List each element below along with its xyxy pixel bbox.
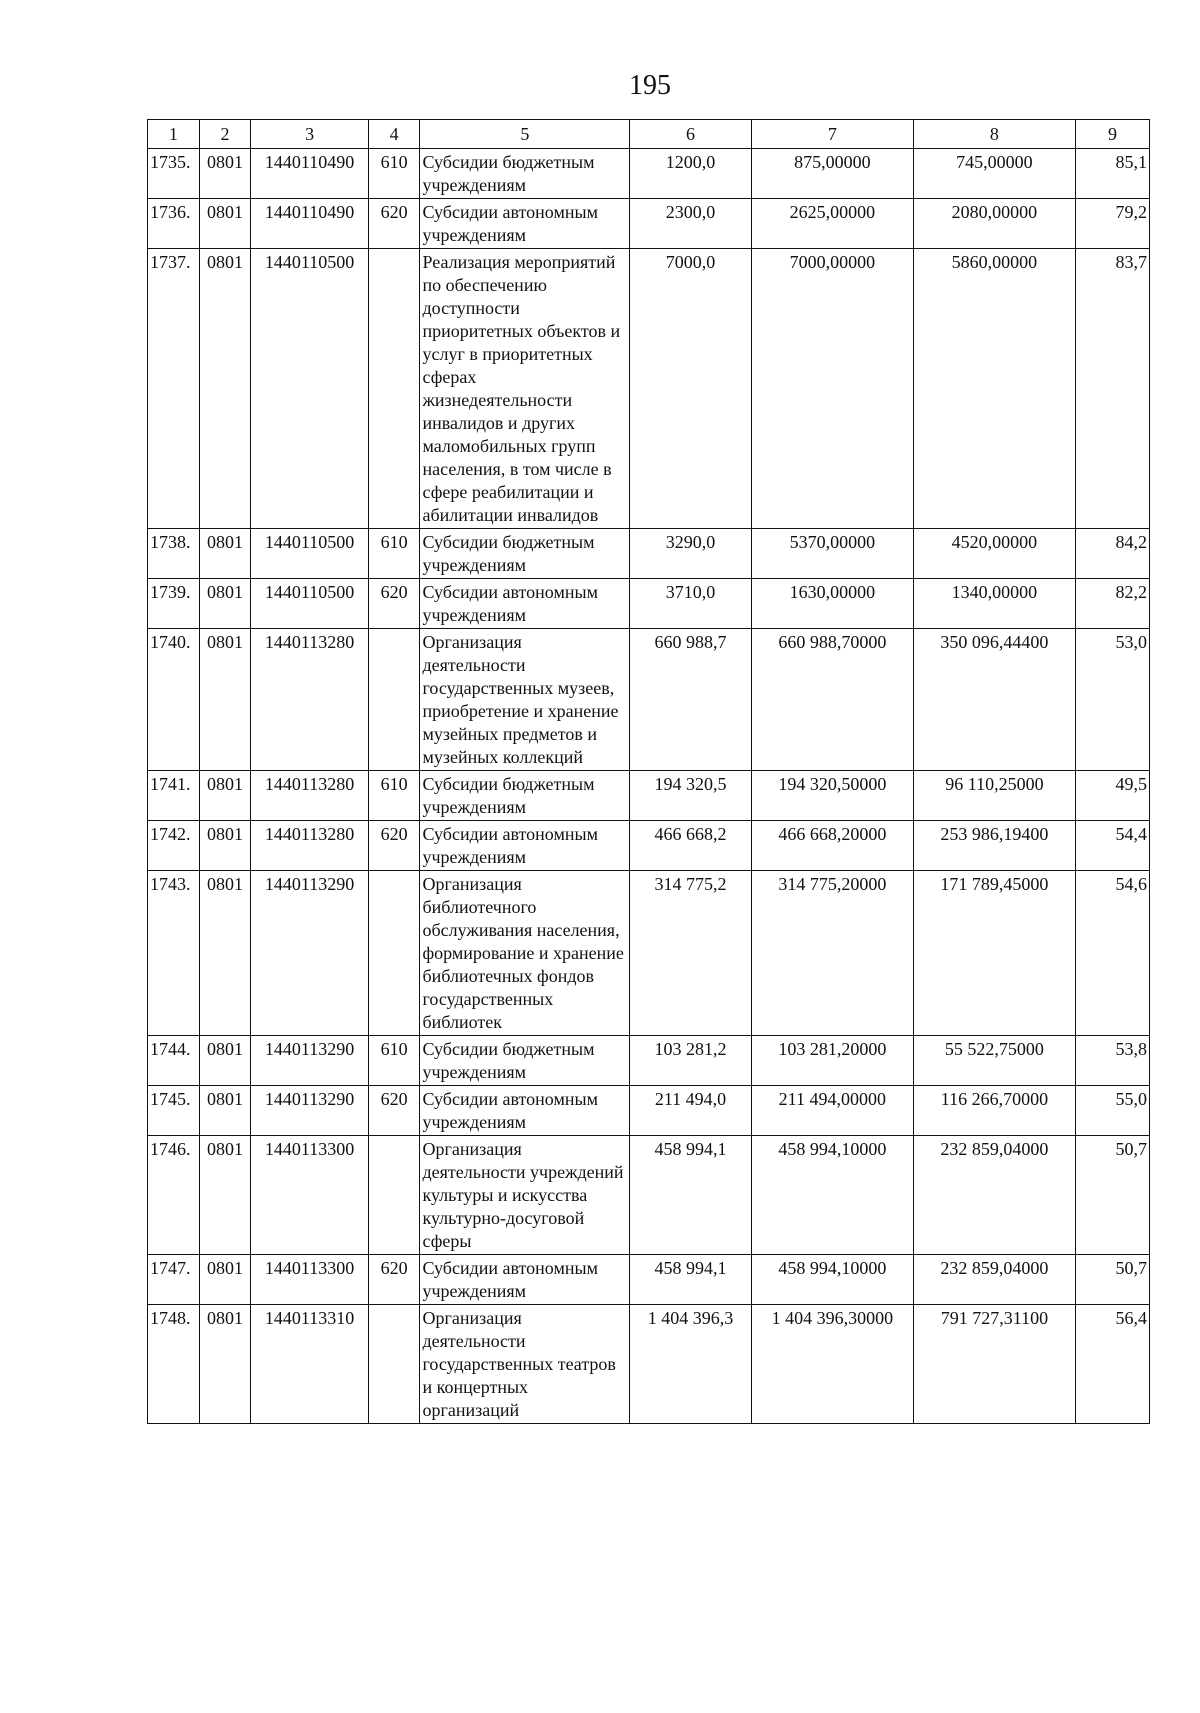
- table-header: [148, 120, 1150, 149]
- expense-type: [368, 629, 420, 771]
- execution-percent: 79,2: [1075, 199, 1149, 249]
- target-code: 1440113280: [251, 629, 369, 771]
- row-number: 1747.: [148, 1255, 200, 1305]
- execution-percent: 85,1: [1075, 149, 1149, 199]
- executed-value: 253 986,19400: [913, 821, 1075, 871]
- plan-value: 1 404 396,3: [630, 1305, 752, 1424]
- section-code: 0801: [199, 821, 251, 871]
- executed-value: 55 522,75000: [913, 1036, 1075, 1086]
- row-number: 1735.: [148, 149, 200, 199]
- row-number: 1746.: [148, 1136, 200, 1255]
- row-number: 1739.: [148, 579, 200, 629]
- execution-percent: 49,5: [1075, 771, 1149, 821]
- execution-percent: 54,4: [1075, 821, 1149, 871]
- expense-type: 620: [368, 1255, 420, 1305]
- row-number: 1737.: [148, 249, 200, 529]
- column-header-3: 3: [251, 120, 369, 149]
- executed-value: 4520,00000: [913, 529, 1075, 579]
- target-code: 1440110490: [251, 199, 369, 249]
- executed-value: 5860,00000: [913, 249, 1075, 529]
- item-name: Субсидии автономным учреждениям: [420, 199, 630, 249]
- section-code: 0801: [199, 1086, 251, 1136]
- target-code: 1440113300: [251, 1255, 369, 1305]
- expense-type: 610: [368, 771, 420, 821]
- execution-percent: 50,7: [1075, 1136, 1149, 1255]
- executed-value: 791 727,31100: [913, 1305, 1075, 1424]
- item-name: Субсидии автономным учреждениям: [420, 1255, 630, 1305]
- item-name: Организация деятельности учреждений культуры и искусства культурно-досуговой сферы: [420, 1136, 630, 1255]
- expense-type: 610: [368, 149, 420, 199]
- section-code: 0801: [199, 149, 251, 199]
- page-number: 195: [629, 70, 671, 101]
- expense-type: [368, 871, 420, 1036]
- item-name: Организация библиотечного обслуживания населения, формирование и хранение библиотечных фондов государственных библиотек: [420, 871, 630, 1036]
- section-code: 0801: [199, 871, 251, 1036]
- item-name: Реализация мероприятий по обеспечению доступности приоритетных объектов и услуг в приоритетных сферах жизнедеятельности инвалидов и других маломобильных групп населения, в том числе в сфере реабилитации и абилитации инвалидов: [420, 249, 630, 529]
- item-name: Субсидии бюджетным учреждениям: [420, 529, 630, 579]
- plan-value: 3710,0: [630, 579, 752, 629]
- plan-value: 194 320,5: [630, 771, 752, 821]
- target-code: 1440110490: [251, 149, 369, 199]
- table-row: [148, 1255, 1150, 1305]
- executed-value: 171 789,45000: [913, 871, 1075, 1036]
- section-code: 0801: [199, 1305, 251, 1424]
- executed-value: 1340,00000: [913, 579, 1075, 629]
- table-row: [148, 199, 1150, 249]
- section-code: 0801: [199, 199, 251, 249]
- refined-value: 1630,00000: [751, 579, 913, 629]
- column-header-6: 6: [630, 120, 752, 149]
- table-row: [148, 149, 1150, 199]
- refined-value: 458 994,10000: [751, 1255, 913, 1305]
- column-header-9: 9: [1075, 120, 1149, 149]
- item-name: Организация деятельности государственных театров и концертных организаций: [420, 1305, 630, 1424]
- expense-type: 620: [368, 1086, 420, 1136]
- table-row: [148, 871, 1150, 1036]
- item-name: Субсидии бюджетным учреждениям: [420, 1036, 630, 1086]
- target-code: 1440113290: [251, 1036, 369, 1086]
- item-name: Организация деятельности государственных музеев, приобретение и хранение музейных предметов и музейных коллекций: [420, 629, 630, 771]
- plan-value: 2300,0: [630, 199, 752, 249]
- section-code: 0801: [199, 1036, 251, 1086]
- item-name: Субсидии бюджетным учреждениям: [420, 149, 630, 199]
- item-name: Субсидии автономным учреждениям: [420, 579, 630, 629]
- header-row: [148, 120, 1150, 149]
- plan-value: 458 994,1: [630, 1255, 752, 1305]
- refined-value: 466 668,20000: [751, 821, 913, 871]
- executed-value: 96 110,25000: [913, 771, 1075, 821]
- execution-percent: 84,2: [1075, 529, 1149, 579]
- refined-value: 7000,00000: [751, 249, 913, 529]
- target-code: 1440113300: [251, 1136, 369, 1255]
- table-row: [148, 529, 1150, 579]
- refined-value: 875,00000: [751, 149, 913, 199]
- row-number: 1745.: [148, 1086, 200, 1136]
- column-header-4: 4: [368, 120, 420, 149]
- target-code: 1440110500: [251, 249, 369, 529]
- expense-type: 610: [368, 1036, 420, 1086]
- execution-percent: 53,0: [1075, 629, 1149, 771]
- plan-value: 660 988,7: [630, 629, 752, 771]
- plan-value: 458 994,1: [630, 1136, 752, 1255]
- plan-value: 211 494,0: [630, 1086, 752, 1136]
- section-code: 0801: [199, 1255, 251, 1305]
- expense-type: 610: [368, 529, 420, 579]
- row-number: 1736.: [148, 199, 200, 249]
- plan-value: 103 281,2: [630, 1036, 752, 1086]
- refined-value: 194 320,50000: [751, 771, 913, 821]
- table-row: [148, 249, 1150, 529]
- expense-type: [368, 1305, 420, 1424]
- execution-percent: 50,7: [1075, 1255, 1149, 1305]
- item-name: Субсидии бюджетным учреждениям: [420, 771, 630, 821]
- target-code: 1440113280: [251, 771, 369, 821]
- target-code: 1440110500: [251, 579, 369, 629]
- expense-type: 620: [368, 199, 420, 249]
- section-code: 0801: [199, 629, 251, 771]
- execution-percent: 82,2: [1075, 579, 1149, 629]
- column-header-5: 5: [420, 120, 630, 149]
- refined-value: 103 281,20000: [751, 1036, 913, 1086]
- row-number: 1748.: [148, 1305, 200, 1424]
- section-code: 0801: [199, 579, 251, 629]
- execution-percent: 53,8: [1075, 1036, 1149, 1086]
- row-number: 1741.: [148, 771, 200, 821]
- target-code: 1440113290: [251, 871, 369, 1036]
- table-row: [148, 629, 1150, 771]
- expense-type: 620: [368, 579, 420, 629]
- column-header-1: 1: [148, 120, 200, 149]
- plan-value: 466 668,2: [630, 821, 752, 871]
- column-header-8: 8: [913, 120, 1075, 149]
- expense-type: [368, 1136, 420, 1255]
- table-row: [148, 771, 1150, 821]
- table-row: [148, 579, 1150, 629]
- table-body: [148, 149, 1150, 1424]
- execution-percent: 54,6: [1075, 871, 1149, 1036]
- row-number: 1743.: [148, 871, 200, 1036]
- execution-percent: 83,7: [1075, 249, 1149, 529]
- row-number: 1742.: [148, 821, 200, 871]
- section-code: 0801: [199, 249, 251, 529]
- row-number: 1740.: [148, 629, 200, 771]
- column-header-7: 7: [751, 120, 913, 149]
- row-number: 1738.: [148, 529, 200, 579]
- section-code: 0801: [199, 529, 251, 579]
- refined-value: 458 994,10000: [751, 1136, 913, 1255]
- budget-table: [147, 119, 1150, 1424]
- refined-value: 211 494,00000: [751, 1086, 913, 1136]
- section-code: 0801: [199, 771, 251, 821]
- plan-value: 7000,0: [630, 249, 752, 529]
- executed-value: 350 096,44400: [913, 629, 1075, 771]
- table-row: [148, 1305, 1150, 1424]
- table-row: [148, 1136, 1150, 1255]
- target-code: 1440113310: [251, 1305, 369, 1424]
- refined-value: 5370,00000: [751, 529, 913, 579]
- refined-value: 2625,00000: [751, 199, 913, 249]
- target-code: 1440113280: [251, 821, 369, 871]
- table-row: [148, 1036, 1150, 1086]
- item-name: Субсидии автономным учреждениям: [420, 821, 630, 871]
- refined-value: 1 404 396,30000: [751, 1305, 913, 1424]
- plan-value: 1200,0: [630, 149, 752, 199]
- column-header-2: 2: [199, 120, 251, 149]
- plan-value: 3290,0: [630, 529, 752, 579]
- target-code: 1440110500: [251, 529, 369, 579]
- refined-value: 314 775,20000: [751, 871, 913, 1036]
- executed-value: 232 859,04000: [913, 1136, 1075, 1255]
- refined-value: 660 988,70000: [751, 629, 913, 771]
- target-code: 1440113290: [251, 1086, 369, 1136]
- plan-value: 314 775,2: [630, 871, 752, 1036]
- expense-type: 620: [368, 821, 420, 871]
- table-row: [148, 1086, 1150, 1136]
- executed-value: 2080,00000: [913, 199, 1075, 249]
- expense-type: [368, 249, 420, 529]
- row-number: 1744.: [148, 1036, 200, 1086]
- executed-value: 116 266,70000: [913, 1086, 1075, 1136]
- executed-value: 232 859,04000: [913, 1255, 1075, 1305]
- executed-value: 745,00000: [913, 149, 1075, 199]
- table-row: [148, 821, 1150, 871]
- section-code: 0801: [199, 1136, 251, 1255]
- execution-percent: 56,4: [1075, 1305, 1149, 1424]
- execution-percent: 55,0: [1075, 1086, 1149, 1136]
- item-name: Субсидии автономным учреждениям: [420, 1086, 630, 1136]
